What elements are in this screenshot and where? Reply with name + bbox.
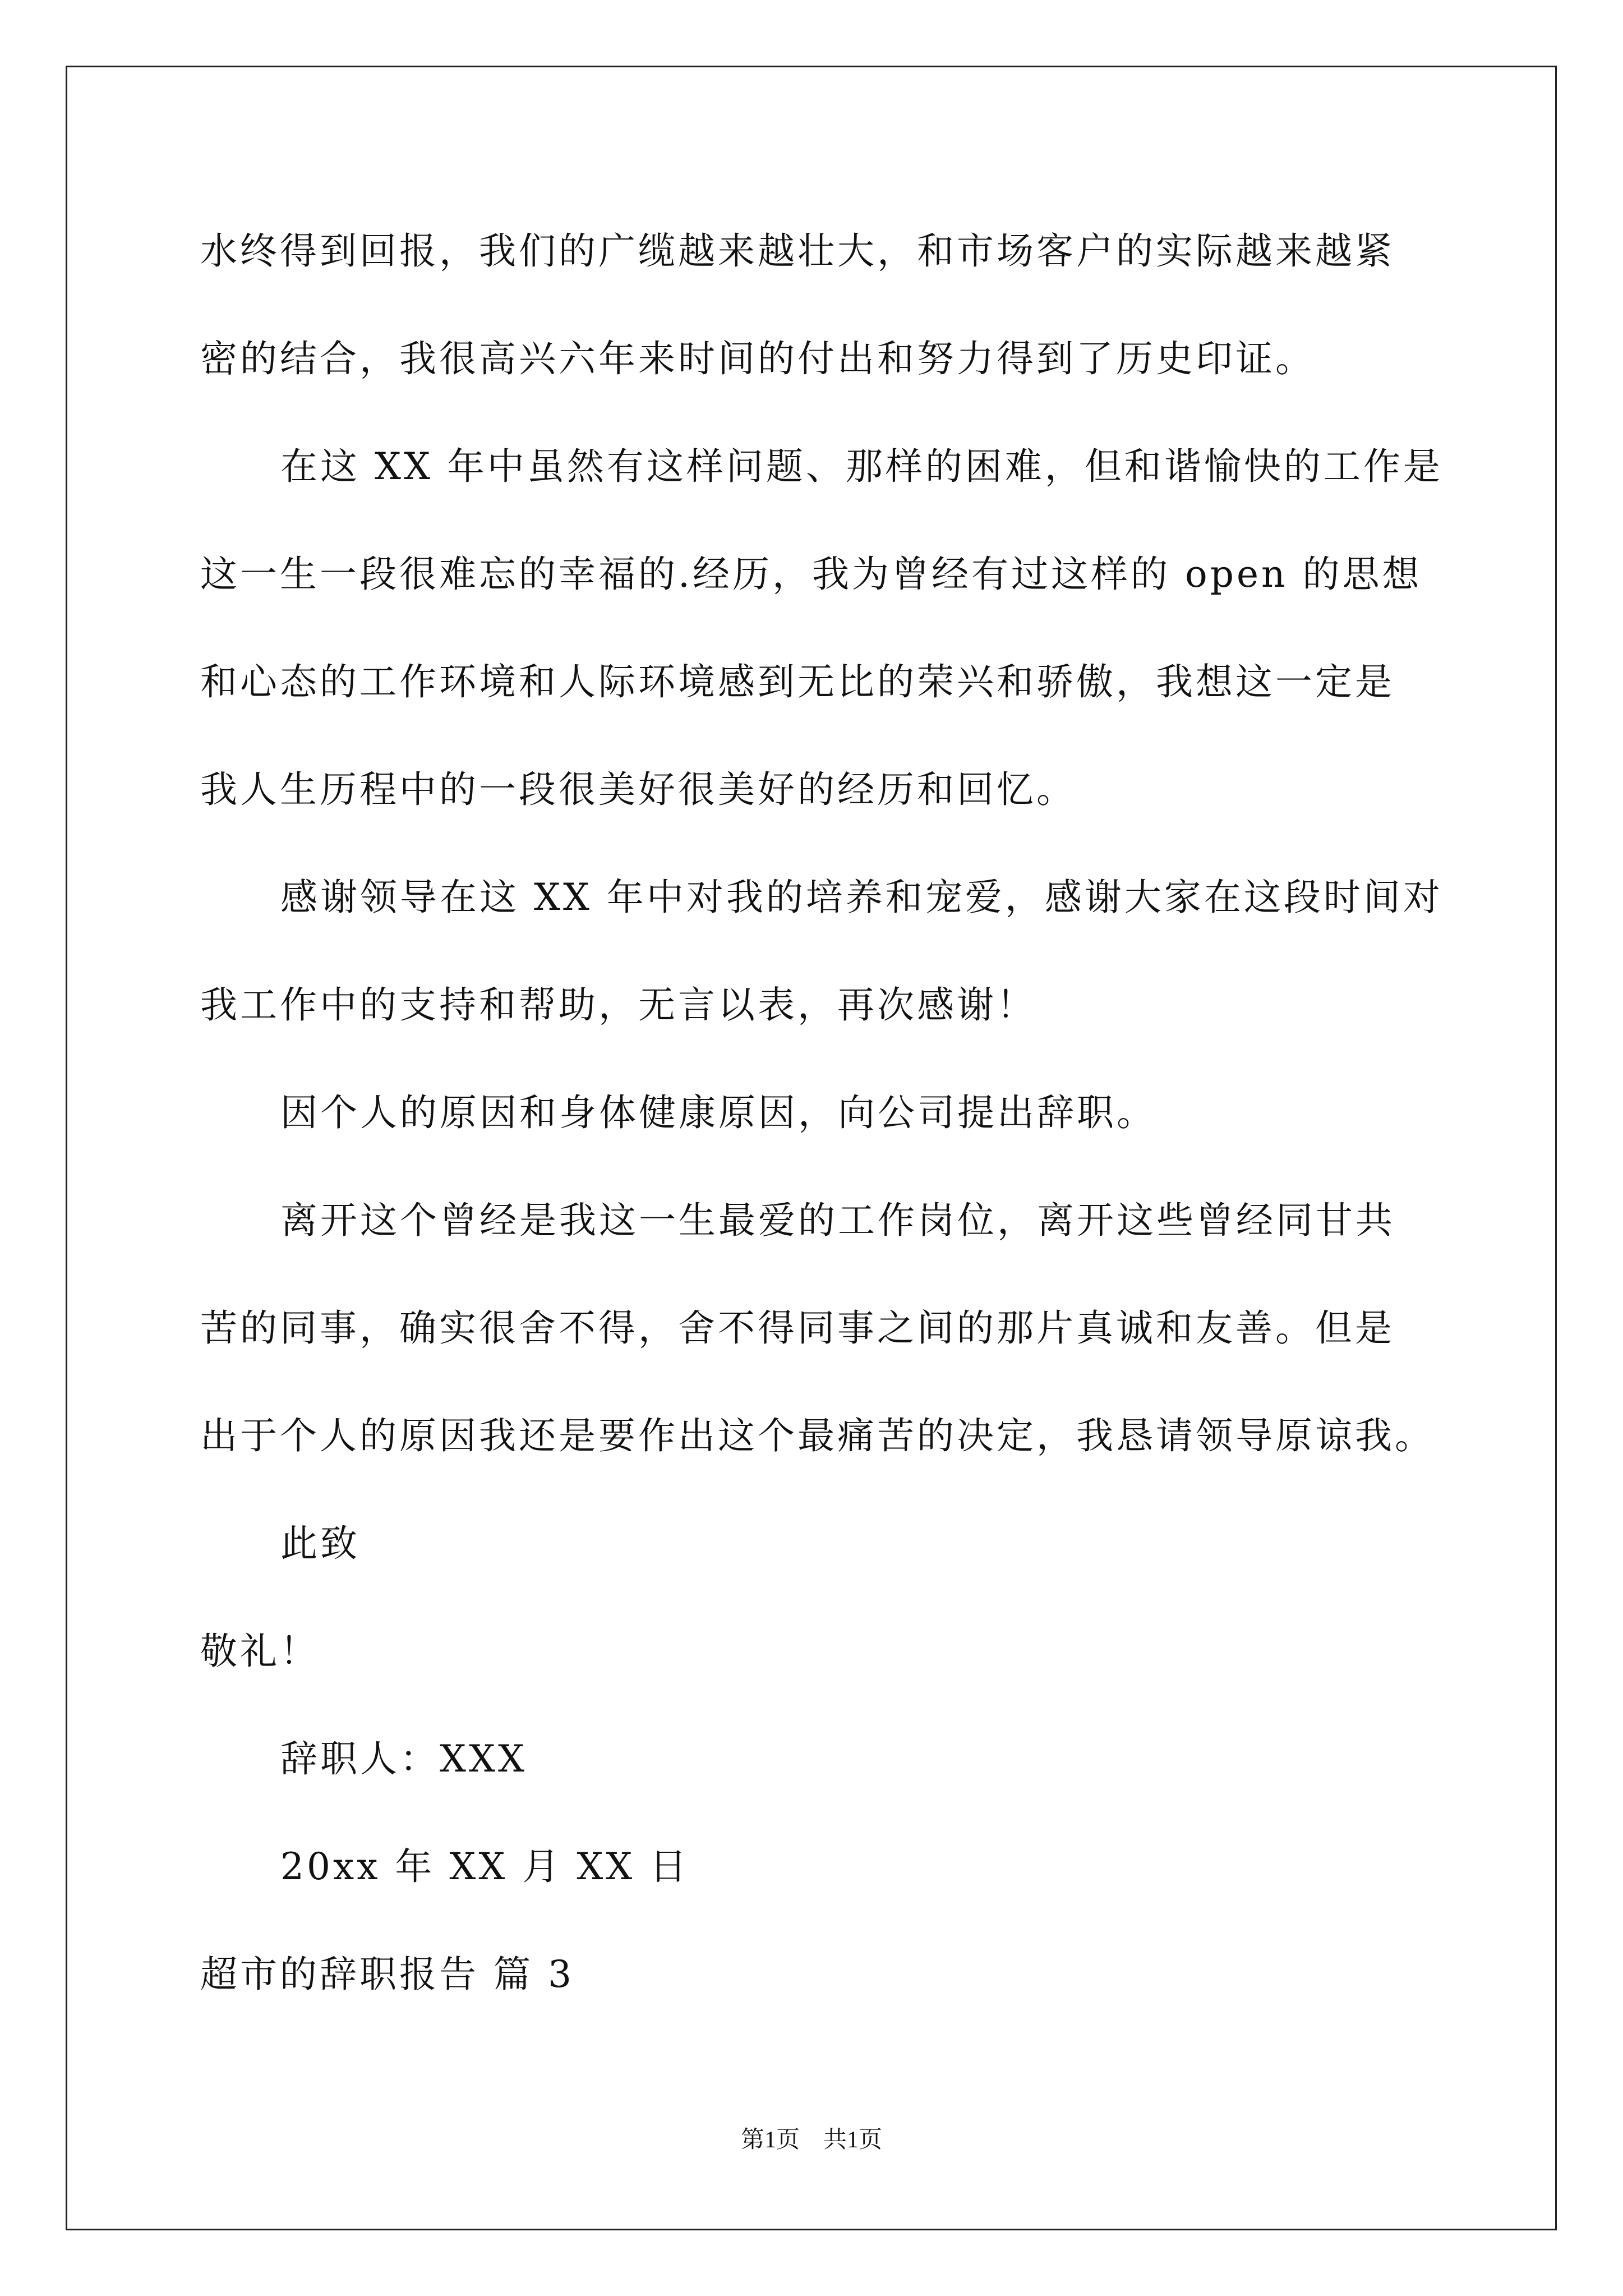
body-line-11: 苦的同事，确实很舍不得，舍不得同事之间的那片真诚和友善。但是	[200, 1306, 1395, 1350]
closing-regards: 敬礼！	[200, 1630, 320, 1673]
date-line: 20xx 年 XX 月 XX 日	[280, 1845, 690, 1888]
body-line-1: 水终得到回报，我们的广缆越来越壮大，和市场客户的实际越来越紧	[200, 229, 1395, 273]
section-heading: 超市的辞职报告 篇 3	[200, 1953, 574, 1996]
body-line-4: 这一生一段很难忘的幸福的.经历，我为曾经有过这样的 open 的思想	[200, 553, 1422, 596]
page-border	[66, 66, 1557, 2230]
body-line-2: 密的结合，我很高兴六年来时间的付出和努力得到了历史印证。	[200, 337, 1315, 380]
body-line-5: 和心态的工作环境和人际环境感到无比的荣兴和骄傲，我想这一定是	[200, 660, 1395, 703]
body-line-3: 在这 XX 年中虽然有这样问题、那样的困难，但和谐愉快的工作是	[280, 445, 1443, 488]
body-line-9: 因个人的原因和身体健康原因，向公司提出辞职。	[280, 1091, 1156, 1134]
body-line-10: 离开这个曾经是我这一生最爱的工作岗位，离开这些曾经同甘共	[280, 1199, 1395, 1242]
page-footer: 第1页 共1页	[740, 2127, 882, 2153]
closing-salutation: 此致	[280, 1522, 360, 1565]
body-line-7: 感谢领导在这 XX 年中对我的培养和宠爱，感谢大家在这段时间对	[280, 876, 1443, 919]
signature-line: 辞职人：XXX	[280, 1737, 527, 1780]
body-line-12: 出于个人的原因我还是要作出这个最痛苦的决定，我恳请领导原谅我。	[200, 1414, 1435, 1457]
body-line-6: 我人生历程中的一段很美好很美好的经历和回忆。	[200, 768, 1076, 811]
body-line-8: 我工作中的支持和帮助，无言以表，再次感谢！	[200, 983, 1036, 1027]
